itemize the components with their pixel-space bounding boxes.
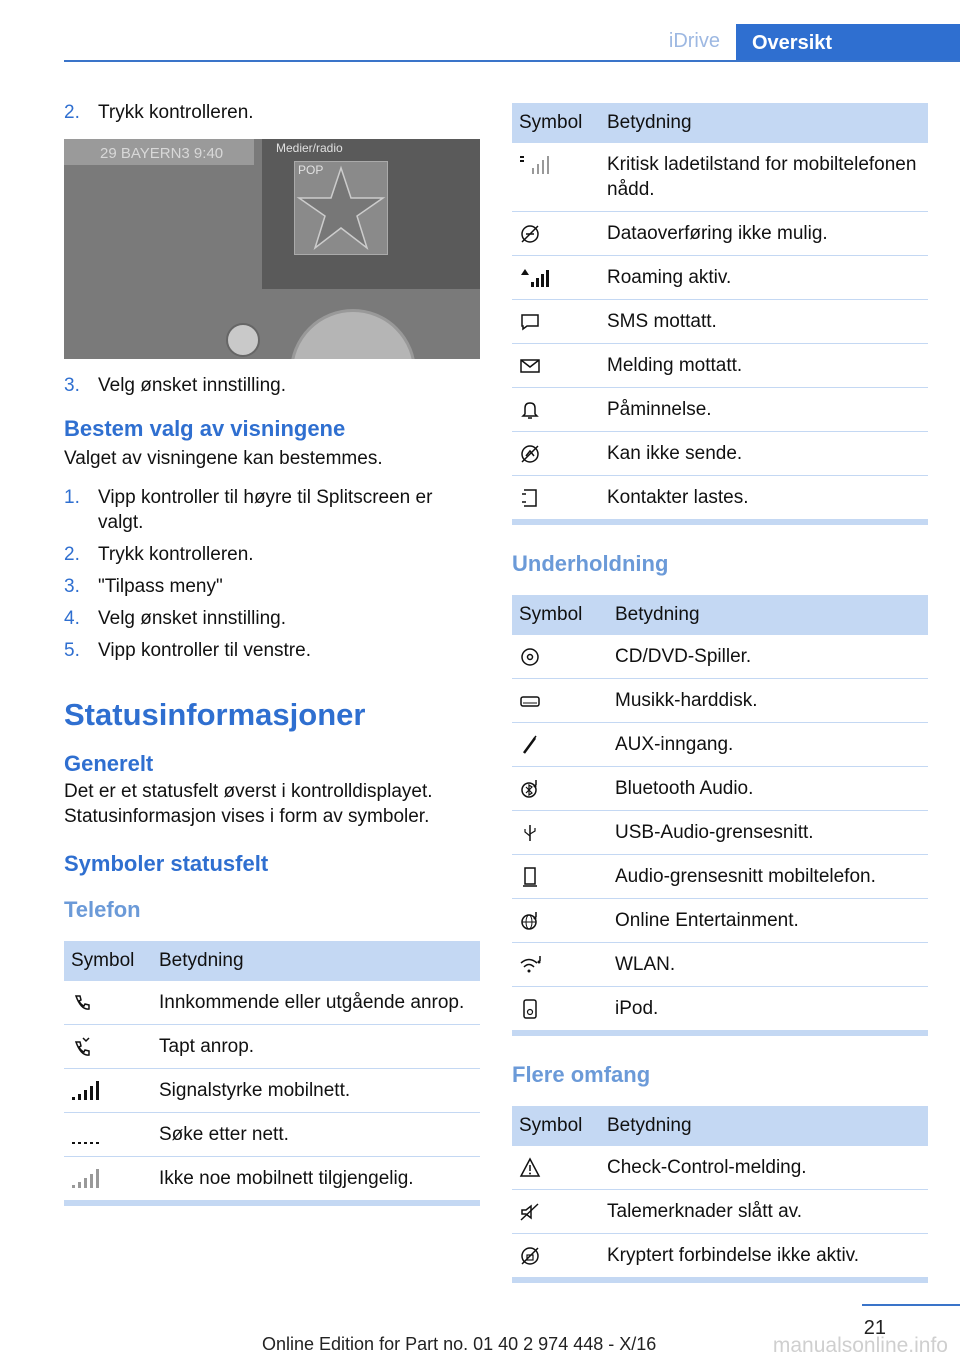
table-cell: CD/DVD-Spiller. (608, 635, 928, 679)
table-cell: Søke etter nett. (152, 1113, 480, 1157)
table-row (512, 212, 928, 256)
ipod-icon (519, 998, 601, 1020)
step-text: Velg ønsket innstilling. (98, 608, 286, 629)
table-cell: Påminnelse. (600, 388, 928, 432)
phone-symbol-table (512, 103, 928, 520)
step-text: Velg ønsket innstilling. (98, 375, 286, 396)
table-cell: WLAN. (608, 943, 928, 987)
table-cell: Tapt anrop. (152, 1025, 480, 1069)
table-header-cell: Symbol (512, 1106, 600, 1146)
table-header-cell: Betydning (600, 1106, 928, 1146)
online-entertainment-icon (519, 910, 601, 932)
table-cell: Talemerknader slått av. (600, 1190, 928, 1234)
controller-dial (290, 309, 416, 359)
table-cell: Check-Control-melding. (600, 1146, 928, 1190)
signal-strength-icon (71, 1080, 145, 1102)
subsection-heading: Underholdning (512, 551, 669, 576)
screen-panel-label: Medier/radio (276, 141, 343, 155)
table-cell: Kritisk ladetilstand for mobiltelefonen nådd. (600, 143, 928, 212)
roaming-icon (519, 267, 593, 289)
table-cell: iPod. (608, 987, 928, 1031)
footer-rule (862, 1304, 960, 1306)
mail-icon (519, 355, 593, 377)
step-item (64, 542, 480, 567)
table-row (512, 388, 928, 432)
table-cell: SMS mottatt. (600, 300, 928, 344)
table-cell: Kan ikke sende. (600, 432, 928, 476)
step-item (64, 638, 480, 663)
table-row (512, 256, 928, 300)
chapter-heading: Statusinformasjoner (64, 697, 366, 732)
table-header-cell: Betydning (152, 941, 480, 981)
table-row (512, 300, 928, 344)
table-row (512, 1146, 928, 1190)
edition-text: Online Edition for Part no. 01 40 2 974 448 - X/16 (262, 1334, 657, 1354)
controller-knob (226, 323, 260, 357)
section-heading: Bestem valg av visningene (64, 416, 346, 441)
screen-genre: POP (298, 163, 324, 177)
step-number: 3. (64, 375, 80, 396)
paragraph: Valget av visningene kan bestemmes. (64, 448, 383, 469)
header-section: iDrive (668, 30, 720, 52)
step-item (64, 373, 480, 398)
table-header-cell: Symbol (512, 595, 608, 635)
table-end-rule (512, 520, 928, 525)
header-tab: Oversikt (736, 24, 960, 62)
telefon-symbol-table (64, 941, 480, 1201)
table-header-row (512, 103, 928, 143)
step-number: 4. (64, 608, 80, 629)
table-row (512, 855, 928, 899)
table-cell: Roaming aktiv. (600, 256, 928, 300)
table-row (512, 811, 928, 855)
table-row (512, 679, 928, 723)
table-cell: Ikke noe mobilnett tilgjengelig. (152, 1157, 480, 1201)
table-header-cell: Betydning (600, 103, 928, 143)
table-cell: Audio-grensesnitt mobiltelefon. (608, 855, 928, 899)
low-battery-icon (519, 154, 593, 176)
hard-disk-icon (519, 690, 601, 712)
flere-symbol-table (512, 1106, 928, 1278)
page-number: 21 (863, 1317, 886, 1339)
voice-off-icon (519, 1201, 593, 1223)
step-text: Vipp kontroller til venstre. (98, 640, 311, 661)
table-row (64, 981, 480, 1025)
table-header-row (512, 1106, 928, 1146)
table-cell: USB-Audio-grensesnitt. (608, 811, 928, 855)
step-text: Trykk kontrolleren. (98, 544, 254, 565)
table-cell: Online Entertainment. (608, 899, 928, 943)
table-cell: Musikk-harddisk. (608, 679, 928, 723)
table-header-cell: Symbol (512, 103, 600, 143)
table-cell: Signalstyrke mobilnett. (152, 1069, 480, 1113)
step-text: Vipp kontroller til høyre til Splitscreen er valgt. (98, 487, 433, 533)
step-number: 2. (64, 544, 80, 565)
watermark: manualsonline.info (772, 1334, 948, 1357)
page-header (0, 0, 960, 62)
table-end-rule (512, 1278, 928, 1283)
disc-icon (519, 646, 601, 668)
table-row (512, 943, 928, 987)
sms-icon (519, 311, 593, 333)
subsection-heading: Flere omfang (512, 1062, 651, 1087)
paragraph: Det er et statusfelt øverst i kontrolldisplayet. Statusinformasjon vises i form av symboler. (64, 781, 433, 827)
table-row (64, 1157, 480, 1201)
table-cell: Innkommende eller utgående anrop. (152, 981, 480, 1025)
contacts-loading-icon (519, 487, 593, 509)
step-number: 3. (64, 576, 80, 597)
table-row (512, 1190, 928, 1234)
table-row (64, 1113, 480, 1157)
section-heading: Symboler statusfelt (64, 851, 269, 876)
table-cell: Kontakter lastes. (600, 476, 928, 520)
step-text: "Tilpass meny" (98, 576, 223, 597)
table-row (512, 432, 928, 476)
table-header-cell: Symbol (64, 941, 152, 981)
table-row (512, 143, 928, 212)
table-row (64, 1025, 480, 1069)
bluetooth-audio-icon (519, 778, 601, 800)
missed-call-icon (71, 1036, 145, 1058)
table-header-cell: Betydning (608, 595, 928, 635)
step-text: Trykk kontrolleren. (98, 102, 254, 123)
step-number: 1. (64, 487, 80, 508)
warning-icon (519, 1157, 593, 1179)
underholdning-symbol-table (512, 595, 928, 1031)
encryption-off-icon (519, 1245, 593, 1267)
table-row (512, 344, 928, 388)
step-item (64, 100, 480, 125)
table-row (64, 1069, 480, 1113)
table-row (512, 767, 928, 811)
mobile-audio-icon (519, 866, 601, 888)
table-cell: Kryptert forbindelse ikke aktiv. (600, 1234, 928, 1278)
no-data-icon (519, 223, 593, 245)
header-rule (64, 60, 960, 62)
table-cell: Dataoverføring ikke mulig. (600, 212, 928, 256)
table-cell: AUX-inngang. (608, 723, 928, 767)
subsection-heading: Telefon (64, 897, 141, 922)
phone-icon (71, 992, 145, 1014)
idrive-screen-photo (64, 139, 480, 359)
cannot-send-icon (519, 443, 593, 465)
table-row (512, 635, 928, 679)
section-heading: Generelt (64, 751, 154, 776)
wlan-icon (519, 954, 601, 976)
step-number: 5. (64, 640, 80, 661)
table-end-rule (512, 1031, 928, 1036)
step-item (64, 485, 480, 535)
aux-jack-icon (519, 734, 601, 756)
left-column (64, 100, 480, 1206)
step-item (64, 606, 480, 631)
right-column (512, 103, 928, 1283)
table-row (512, 1234, 928, 1278)
usb-icon (519, 822, 601, 844)
no-network-icon (71, 1168, 145, 1190)
reminder-bell-icon (519, 399, 593, 421)
table-end-rule (64, 1201, 480, 1206)
screen-station: 29 BAYERN3 9:40 (100, 145, 224, 162)
table-cell: Melding mottatt. (600, 344, 928, 388)
step-item (64, 574, 480, 599)
table-row (512, 476, 928, 520)
network-search-icon (71, 1124, 145, 1146)
table-header-row (512, 595, 928, 635)
step-number: 2. (64, 102, 80, 123)
table-header-row (64, 941, 480, 981)
table-row (512, 723, 928, 767)
table-row (512, 987, 928, 1031)
table-cell: Bluetooth Audio. (608, 767, 928, 811)
table-row (512, 899, 928, 943)
